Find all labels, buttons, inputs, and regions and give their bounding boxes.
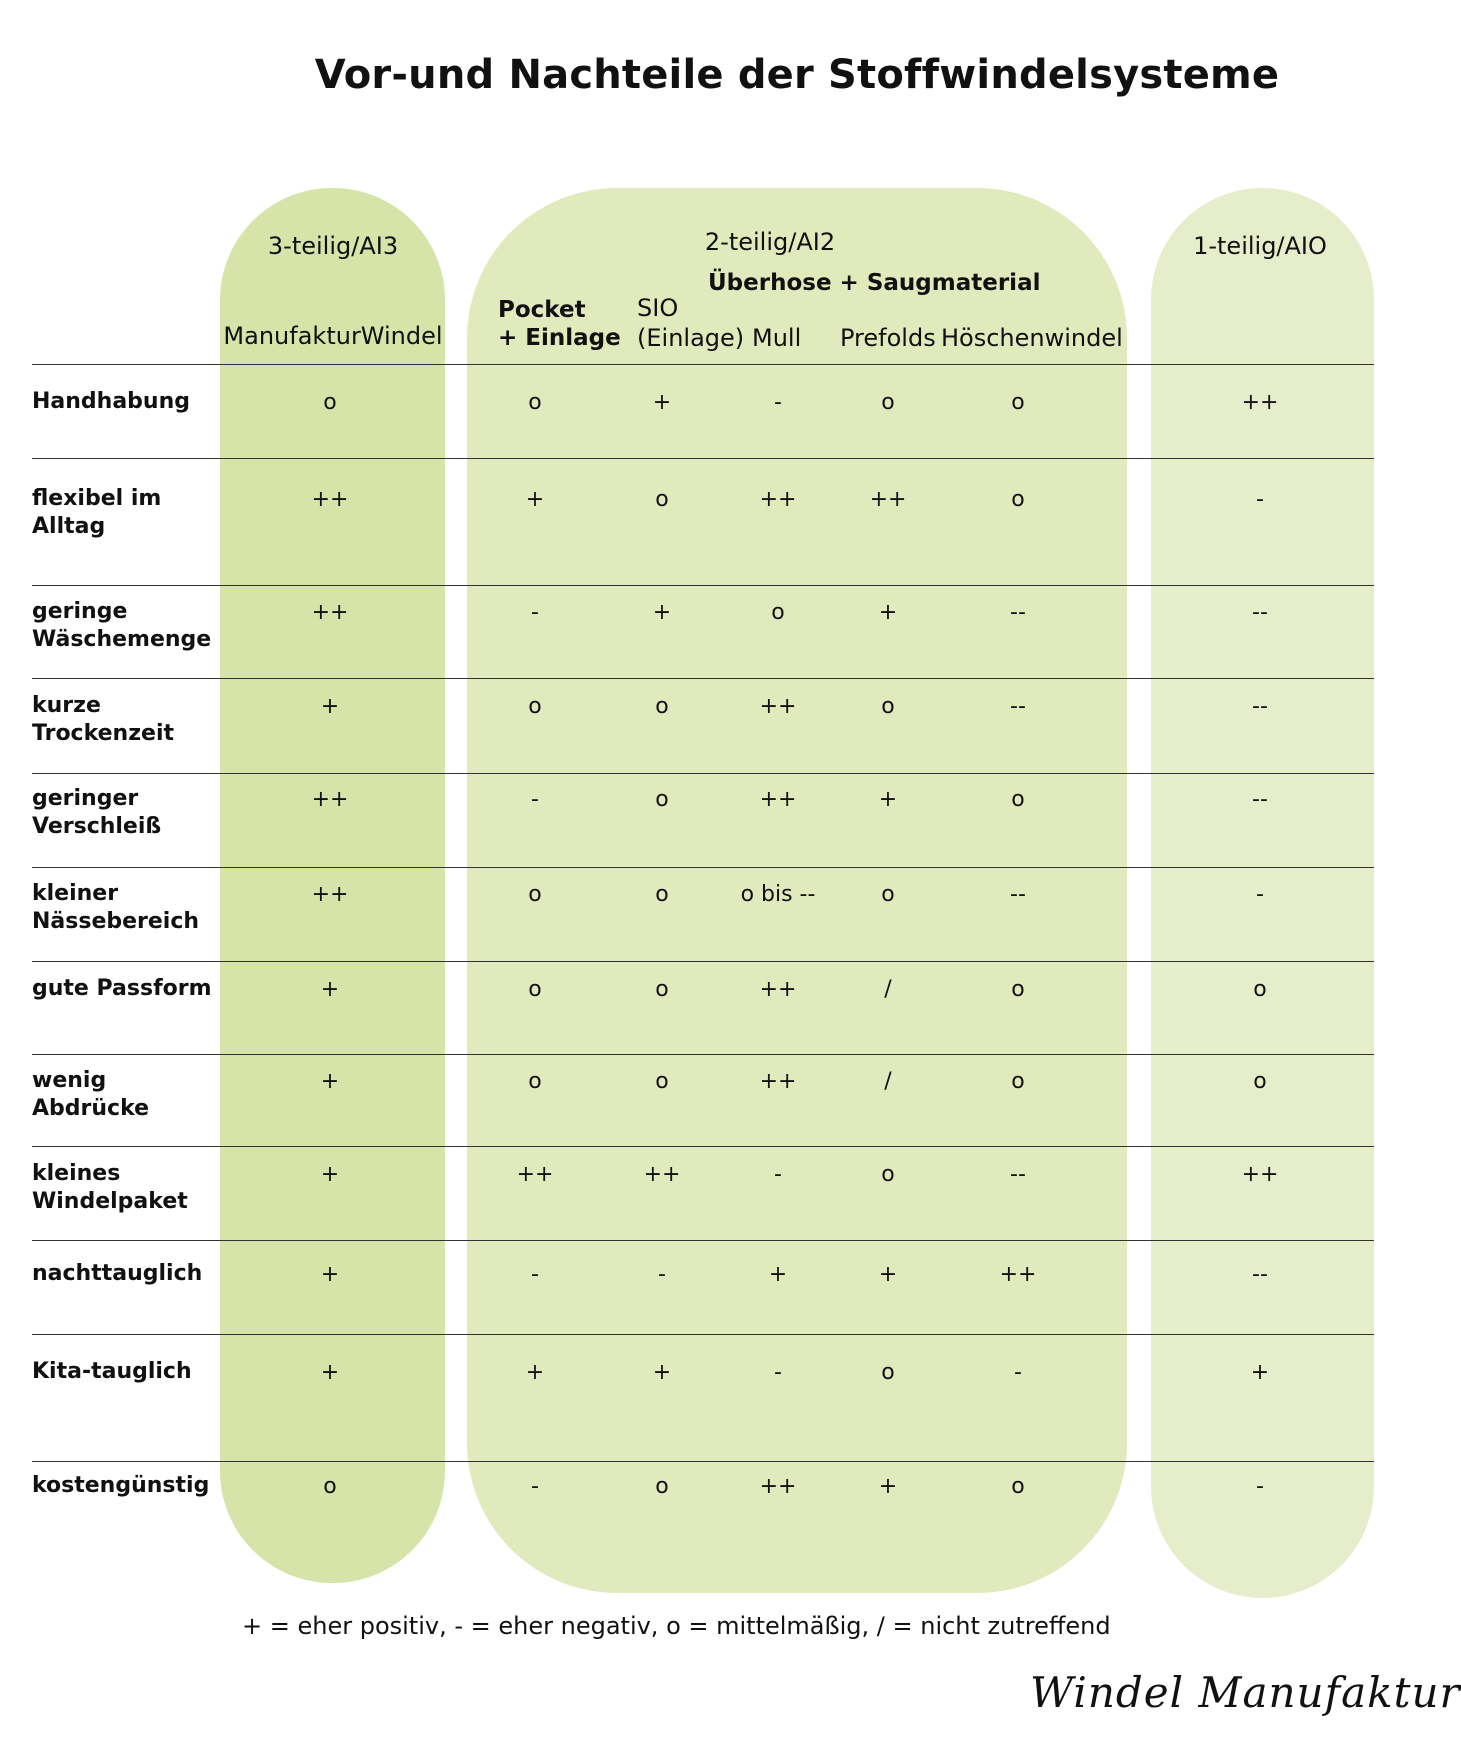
rating-cell: + [878,600,898,625]
column-header-hoeschenwindel: Höschenwindel [941,324,1123,352]
rating-cell: / [884,977,892,1002]
rating-cell: + [320,1069,340,1094]
column-header-sio-line1: SIO [637,294,679,322]
rating-cell: + [878,1262,898,1287]
rating-cell: - [531,1474,539,1499]
column-header-sio-line2: (Einlage) [637,324,745,352]
rating-cell: o [1011,1474,1025,1499]
group-subheader-2-teilig: Überhose + Saugmaterial [708,270,1041,296]
rating-cell: - [1014,1360,1022,1385]
row-label: flexibel im Alltag [32,486,162,539]
rating-cell: + [652,390,672,415]
rating-cell: - [774,390,782,415]
rating-cell: ++ [869,487,907,512]
rating-cell: ++ [311,600,349,625]
group-header-3-teilig: 3-teilig/AI3 [267,232,399,260]
rating-cell: o [1011,1069,1025,1094]
rating-cell: + [320,694,340,719]
rating-cell: ++ [1241,390,1279,415]
rating-cell: - [531,1262,539,1287]
rating-cell: ++ [311,487,349,512]
row-divider [32,867,1374,868]
rating-cell: o [323,390,337,415]
rating-cell: -- [1252,600,1268,625]
rating-cell: - [1256,487,1264,512]
rating-cell: - [658,1262,666,1287]
column-header-manufakturwindel: ManufakturWindel [223,322,443,350]
column-header-prefolds: Prefolds [840,324,936,352]
rating-cell: + [768,1262,788,1287]
rating-cell: ++ [759,1069,797,1094]
rating-cell: o [528,882,542,907]
rating-cell: o [655,487,669,512]
row-divider [32,773,1374,774]
rating-cell: o [1011,977,1025,1002]
rating-cell: o [655,1474,669,1499]
rating-cell: o [881,694,895,719]
rating-cell: o [881,882,895,907]
rating-cell: o [655,694,669,719]
rating-cell: -- [1252,787,1268,812]
rating-cell: ++ [643,1162,681,1187]
rating-cell: -- [1010,882,1026,907]
rating-cell: o [655,1069,669,1094]
row-label: Kita-tauglich [32,1359,192,1384]
page-title: Vor-und Nachteile der Stoffwindelsysteme [314,52,1280,98]
rating-cell: -- [1010,1162,1026,1187]
rating-cell: o [655,882,669,907]
rating-cell: + [320,977,340,1002]
rating-cell: ++ [759,487,797,512]
row-label: gute Passform [32,976,212,1001]
rating-cell: - [531,600,539,625]
rating-cell: ++ [759,1474,797,1499]
rating-cell: + [652,600,672,625]
row-label: nachttauglich [32,1261,203,1286]
row-divider [32,1146,1374,1147]
column-header-mull: Mull [752,324,802,352]
rating-cell: o [655,977,669,1002]
rating-cell: + [652,1360,672,1385]
rating-cell: o bis -- [740,882,816,907]
rating-cell: + [1250,1360,1270,1385]
row-divider [32,585,1374,586]
rating-cell: -- [1252,1262,1268,1287]
rating-cell: o [528,1069,542,1094]
rating-cell: o [881,1360,895,1385]
rating-cell: o [528,977,542,1002]
rating-cell: + [878,787,898,812]
rating-cell: - [531,787,539,812]
rating-cell: ++ [311,787,349,812]
rating-cell: o [881,1162,895,1187]
row-label: geringe Wäschemenge [32,599,212,652]
rating-cell: + [525,487,545,512]
column-header-pocket-line2: + Einlage [498,325,621,351]
row-divider [32,1054,1374,1055]
row-label: kleiner Nässebereich [32,881,200,934]
row-label: kurze Trockenzeit [32,693,175,746]
rating-cell: o [528,694,542,719]
brand-logo: Windel Manufaktur [1030,1668,1461,1717]
rating-cell: ++ [311,882,349,907]
rating-cell: ++ [1241,1162,1279,1187]
rating-cell: ++ [759,787,797,812]
rating-cell: + [320,1360,340,1385]
rating-cell: + [320,1162,340,1187]
rating-cell: ++ [759,977,797,1002]
rating-cell: - [774,1360,782,1385]
rating-cell: o [1011,390,1025,415]
rating-cell: o [881,390,895,415]
rating-cell: / [884,1069,892,1094]
rating-cell: o [1011,487,1025,512]
rating-cell: o [1253,1069,1267,1094]
row-divider [32,364,1374,365]
rating-cell: + [878,1474,898,1499]
rating-cell: ++ [516,1162,554,1187]
rating-cell: - [774,1162,782,1187]
row-label: geringer Verschleiß [32,786,162,839]
rating-cell: o [323,1474,337,1499]
rating-cell: -- [1010,600,1026,625]
rating-cell: + [320,1262,340,1287]
row-label: Handhabung [32,389,190,414]
group-header-2-teilig: 2-teilig/AI2 [704,228,836,256]
rating-cell: ++ [759,694,797,719]
row-divider [32,1240,1374,1241]
rating-cell: o [528,390,542,415]
rating-cell: -- [1010,694,1026,719]
rating-cell: o [1011,787,1025,812]
rating-cell: -- [1252,694,1268,719]
row-divider [32,678,1374,679]
legend: + = eher positiv, - = eher negativ, o = mittelmäßig, / = nicht zutreffend [242,1612,1111,1640]
column-header-pocket-line1: Pocket [498,297,586,323]
rating-cell: ++ [999,1262,1037,1287]
row-divider [32,961,1374,962]
rating-cell: - [1256,1474,1264,1499]
rating-cell: o [771,600,785,625]
rating-cell: o [1253,977,1267,1002]
rating-cell: o [655,787,669,812]
rating-cell: + [525,1360,545,1385]
rating-cell: - [1256,882,1264,907]
row-label: kostengünstig [32,1473,210,1498]
group-header-1-teilig: 1-teilig/AIO [1193,232,1327,260]
row-label: wenig Abdrücke [32,1068,150,1121]
row-divider [32,458,1374,459]
row-divider [32,1334,1374,1335]
row-divider [32,1461,1374,1462]
row-label: kleines Windelpaket [32,1161,188,1214]
